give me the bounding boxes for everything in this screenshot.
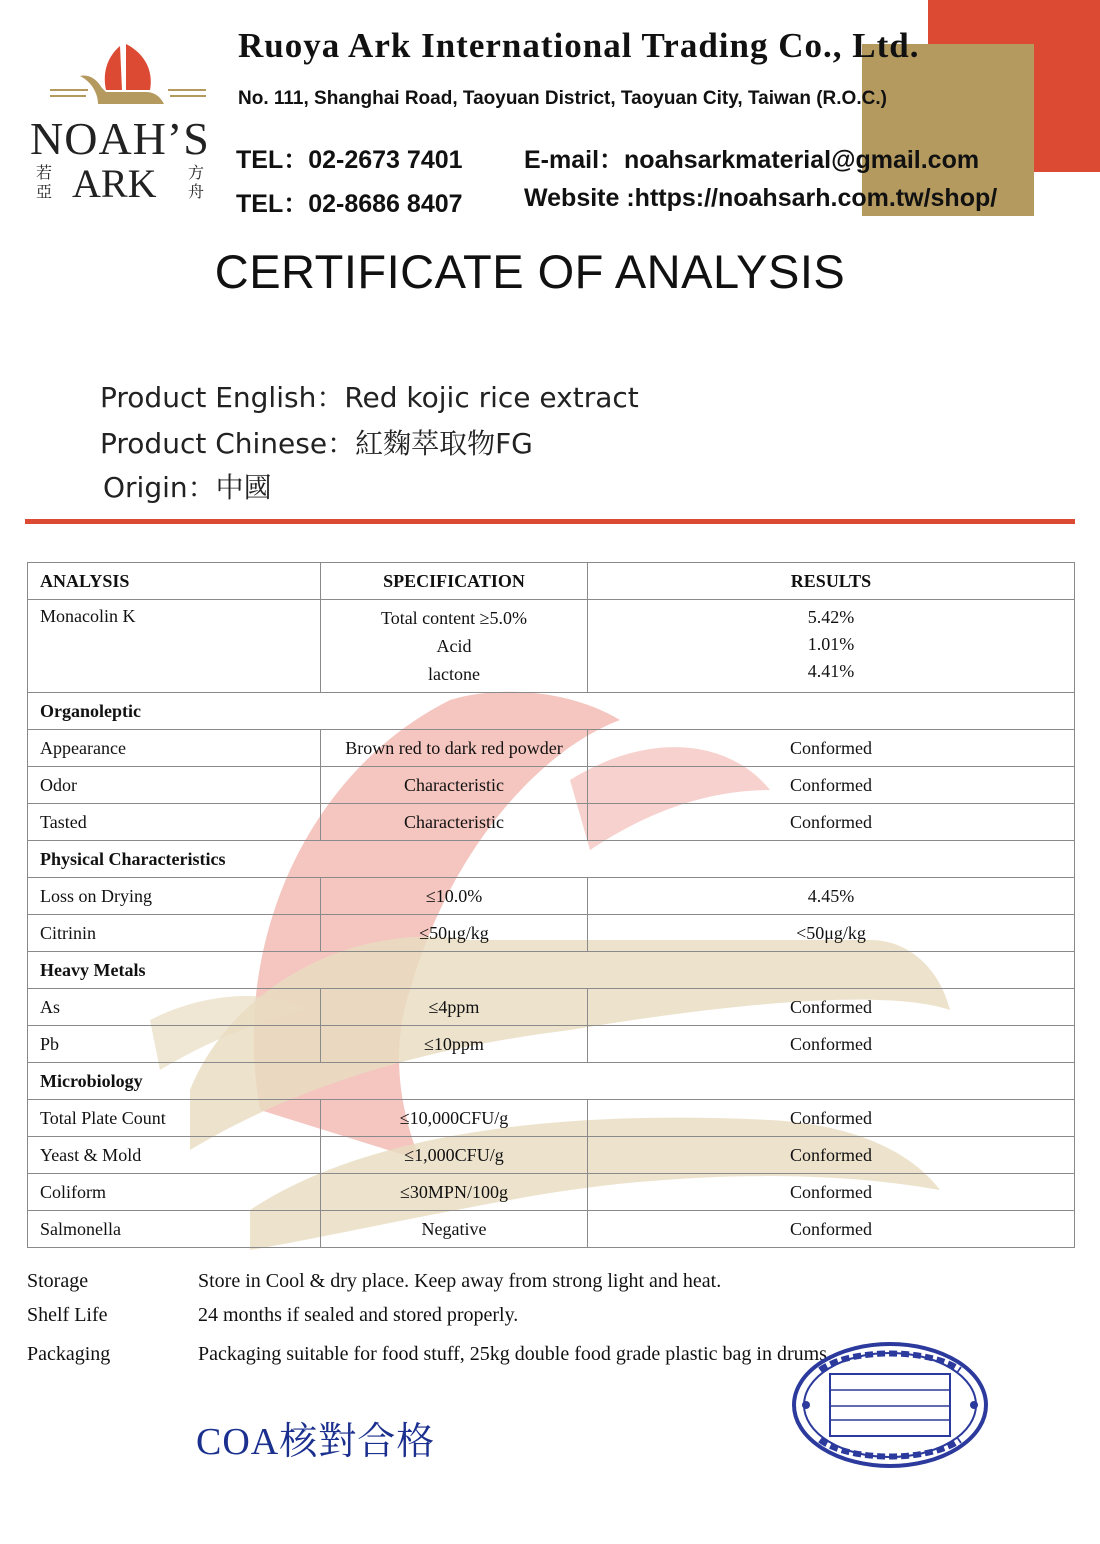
logo-cn-left: 若亞 xyxy=(36,165,53,201)
cell-result: Conformed xyxy=(588,989,1075,1026)
section-row xyxy=(28,952,1075,989)
table-row xyxy=(28,1174,1075,1211)
cell-spec: Negative xyxy=(321,1211,588,1248)
packaging-value: Packaging suitable for food stuff, 25kg double food grade plastic bag in drums. xyxy=(198,1343,832,1365)
cell-spec: ≤30MPN/100g xyxy=(321,1174,588,1211)
cell-analysis: Appearance xyxy=(28,730,321,767)
logo-cn-right: 方舟 xyxy=(188,165,205,201)
cell-analysis: As xyxy=(28,989,321,1026)
result-line: 5.42% xyxy=(807,607,855,627)
company-seal-stamp-icon xyxy=(790,1340,990,1470)
cell-result: Conformed xyxy=(588,1100,1075,1137)
cell-result: Conformed xyxy=(588,1137,1075,1174)
spec-line: lactone xyxy=(428,664,480,684)
cell-result: Conformed xyxy=(588,767,1075,804)
table-header-row xyxy=(28,563,1075,600)
section-title: Heavy Metals xyxy=(28,952,1075,989)
table-row xyxy=(28,915,1075,952)
analysis-table xyxy=(27,562,1075,1248)
cell-spec: Characteristic xyxy=(321,804,588,841)
table-row xyxy=(28,804,1075,841)
cell-analysis: Salmonella xyxy=(28,1211,321,1248)
header-analysis: ANALYSIS xyxy=(28,563,321,600)
table-row xyxy=(28,1100,1075,1137)
spec-line: Acid xyxy=(436,636,472,656)
spec-line: Total content ≥5.0% xyxy=(380,608,528,628)
product-english: Product English：Red kojic rice extract xyxy=(100,381,639,414)
cell-analysis: Monacolin K xyxy=(28,600,321,693)
cell-result: 4.45% xyxy=(588,878,1075,915)
email-address: E-mail：noahsarkmaterial@gmail.com xyxy=(524,146,980,174)
table-row xyxy=(28,1026,1075,1063)
cell-result: Conformed xyxy=(588,1211,1075,1248)
company-address: No. 111, Shanghai Road, Taoyuan District, Taoyuan City, Taiwan (R.O.C.) xyxy=(238,88,887,109)
cell-analysis: Total Plate Count xyxy=(28,1100,321,1137)
cell-spec: Brown red to dark red powder xyxy=(321,730,588,767)
company-name: Ruoya Ark International Trading Co., Ltd. xyxy=(238,26,920,65)
product-origin: Origin：中國 xyxy=(103,471,272,504)
coa-check-note: COA核對合格 xyxy=(196,1421,436,1463)
section-title: Organoleptic xyxy=(28,693,1075,730)
packaging-label: Packaging xyxy=(27,1343,111,1365)
cell-spec: Characteristic xyxy=(321,767,588,804)
storage-value: Store in Cool & dry place. Keep away from strong light and heat. xyxy=(198,1270,722,1292)
cell-analysis: Odor xyxy=(28,767,321,804)
shelf-life-label: Shelf Life xyxy=(27,1304,108,1326)
cell-result: Conformed xyxy=(588,1174,1075,1211)
cell-spec xyxy=(321,600,588,693)
table-row xyxy=(28,1211,1075,1248)
cell-spec: ≤4ppm xyxy=(321,989,588,1026)
divider xyxy=(25,519,1075,524)
table-row xyxy=(28,989,1075,1026)
cell-result xyxy=(588,600,1075,693)
header-results: RESULTS xyxy=(588,563,1075,600)
cell-result: Conformed xyxy=(588,730,1075,767)
cell-analysis: Pb xyxy=(28,1026,321,1063)
table-row xyxy=(28,1137,1075,1174)
cell-spec: ≤10,000CFU/g xyxy=(321,1100,588,1137)
telephone-2: TEL：02-8686 8407 xyxy=(236,190,463,218)
section-row xyxy=(28,841,1075,878)
cell-analysis: Citrinin xyxy=(28,915,321,952)
cell-result: Conformed xyxy=(588,804,1075,841)
section-title: Physical Characteristics xyxy=(28,841,1075,878)
cell-result: <50μg/kg xyxy=(588,915,1075,952)
table-row xyxy=(28,730,1075,767)
cell-spec: ≤50μg/kg xyxy=(321,915,588,952)
shelf-life-value: 24 months if sealed and stored properly. xyxy=(198,1304,519,1326)
website-url: Website :https://noahsarh.com.tw/shop/ xyxy=(524,184,998,212)
cell-spec: ≤1,000CFU/g xyxy=(321,1137,588,1174)
cell-spec: ≤10.0% xyxy=(321,878,588,915)
table-row xyxy=(28,600,1075,693)
section-title: Microbiology xyxy=(28,1063,1075,1100)
table-row xyxy=(28,878,1075,915)
cell-analysis: Tasted xyxy=(28,804,321,841)
cell-analysis: Coliform xyxy=(28,1174,321,1211)
storage-label: Storage xyxy=(27,1270,89,1292)
product-chinese: Product Chinese：紅麴萃取物FG xyxy=(100,427,533,460)
section-row xyxy=(28,1063,1075,1100)
logo-word-ark: ARK xyxy=(72,161,157,206)
cell-analysis: Loss on Drying xyxy=(28,878,321,915)
cell-analysis: Yeast & Mold xyxy=(28,1137,321,1174)
header-specification: SPECIFICATION xyxy=(321,563,588,600)
logo-word-noahs: NOAH’S xyxy=(30,113,210,164)
table-row xyxy=(28,767,1075,804)
document-title: CERTIFICATE OF ANALYSIS xyxy=(214,245,846,298)
cell-spec: ≤10ppm xyxy=(321,1026,588,1063)
result-line: 1.01% xyxy=(807,634,855,654)
telephone-1: TEL：02-2673 7401 xyxy=(236,146,463,174)
cell-result: Conformed xyxy=(588,1026,1075,1063)
section-row xyxy=(28,693,1075,730)
result-line: 4.41% xyxy=(807,661,855,681)
